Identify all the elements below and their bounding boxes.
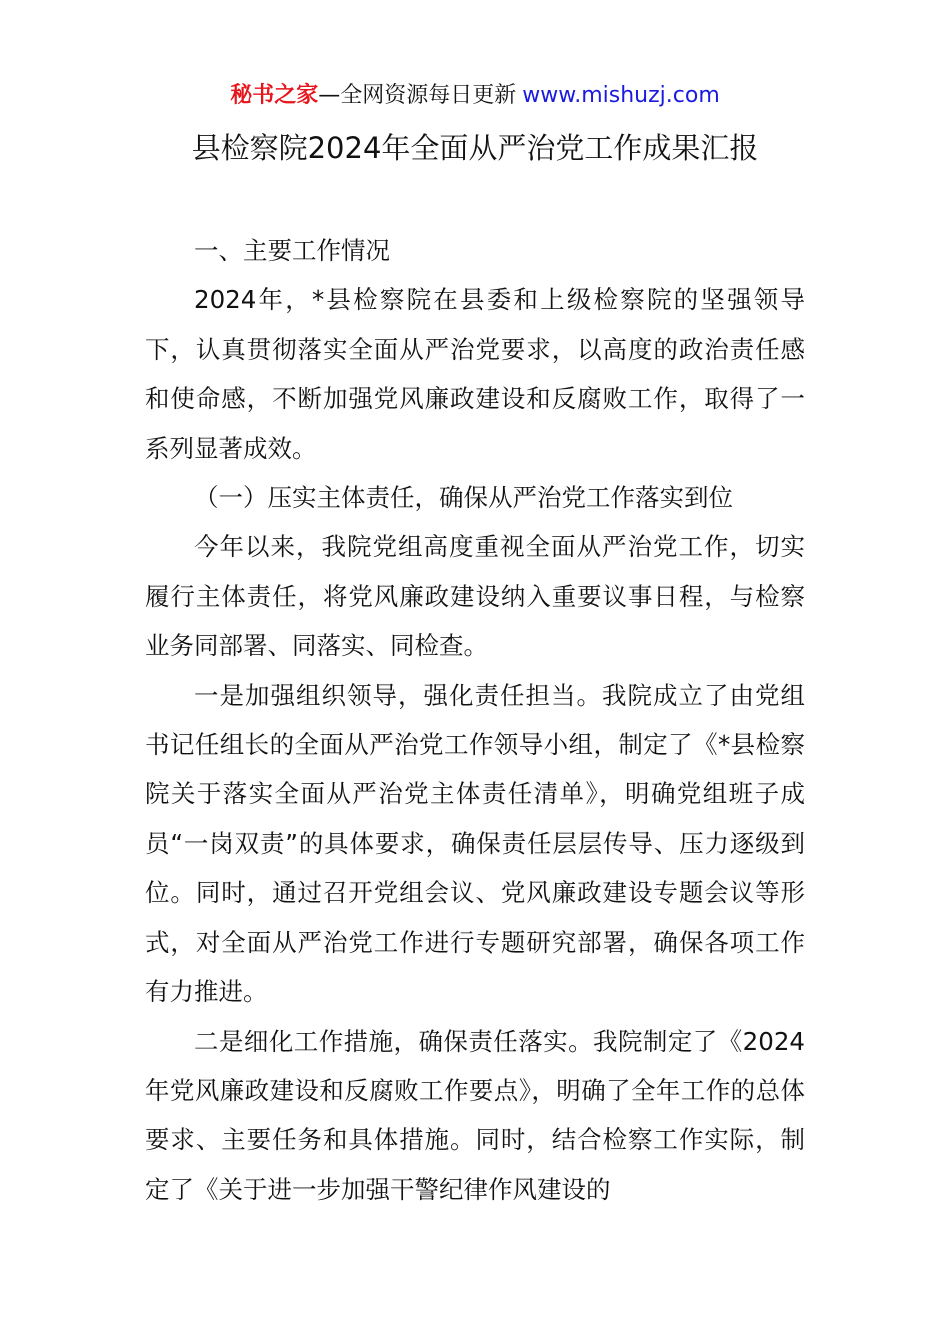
paragraph: 2024年，*县检察院在县委和上级检察院的坚强领导下，认真贯彻落实全面从严治党要求，以高度的政治责任感和使命感，不断加强党风廉政建设和反腐败工作，取得了一系列显著成效。 xyxy=(145,285,805,463)
brand-url[interactable]: www.mishuzj.com xyxy=(522,83,720,108)
brand-tagline: —全网资源每日更新 xyxy=(318,83,517,108)
watermark-header xyxy=(0,80,950,112)
paragraph: 今年以来，我院党组高度重视全面从严治党工作，切实履行主体责任，将党风廉政建设纳入重要议事日程，与检察业务同部署、同落实、同检查。 xyxy=(145,532,805,661)
brand-name: 秘书之家 xyxy=(230,83,319,108)
document-body xyxy=(145,226,805,1214)
paragraph: 二是细化工作措施，确保责任落实。我院制定了《2024年党风廉政建设和反腐败工作要点》，明确了全年工作的总体要求、主要任务和具体措施。同时，结合检察工作实际，制定了《关于进一步加强干警纪律作风建设的 xyxy=(145,1026,805,1204)
document-title: 县检察院2024年全面从严治党工作成果汇报 xyxy=(191,131,759,165)
section-heading: 一、主要工作情况 xyxy=(194,236,390,265)
subsection-heading: （一）压实主体责任，确保从严治党工作落实到位 xyxy=(194,483,733,513)
paragraph: 一是加强组织领导，强化责任担当。我院成立了由党组书记任组长的全面从严治党工作领导小组，制定了《*县检察院关于落实全面从严治党主体责任清单》，明确党组班子成员“一岗双责”的具体要求，确保责任层层传导、压力逐级到位。同时，通过召开党组会议、党风廉政建设专题会议等形式，对全面从严治党工作进行专题研究部署，确保各项工作有力推进。 xyxy=(145,680,805,1007)
